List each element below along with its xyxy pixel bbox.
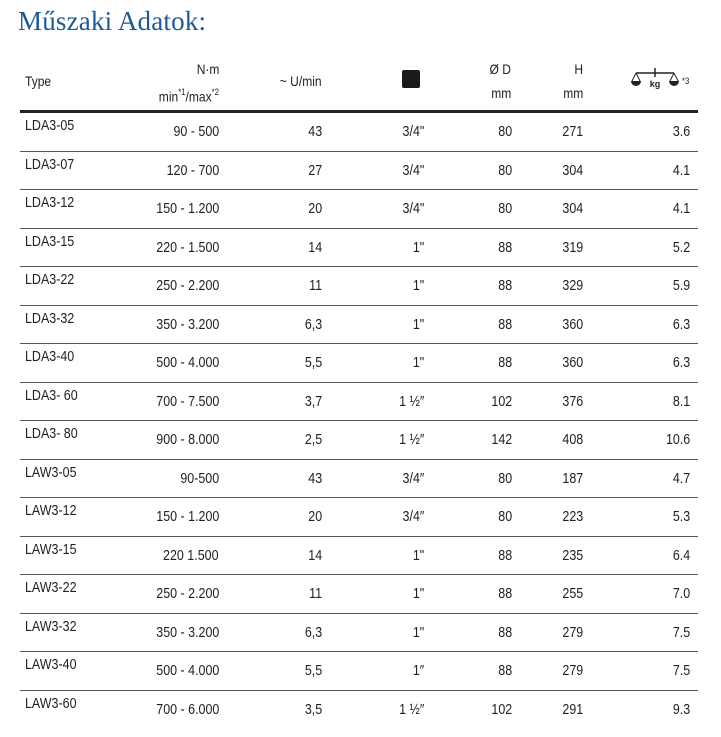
cell-type: LAW3-12 (25, 503, 77, 519)
cell-height: 223 (562, 509, 583, 525)
cell-torque: 500 - 4.000 (155, 355, 219, 371)
table-row (20, 152, 698, 191)
cell-type: LAW3-32 (25, 618, 77, 635)
cell-torque: 220 1.500 (163, 547, 219, 564)
cell-speed: 5,5 (304, 663, 322, 679)
cell-speed: 11 (309, 586, 322, 602)
footnote-1: *1 (178, 87, 186, 97)
cell-type: LDA3-32 (25, 310, 75, 327)
cell-diameter: 80 (498, 509, 512, 525)
header-torque-max: /max (185, 88, 212, 105)
table-row (20, 421, 698, 460)
cell-diameter: 80 (498, 124, 512, 140)
cell-diameter: 80 (498, 201, 512, 217)
cell-weight: 7.5 (672, 663, 690, 679)
square-drive-icon (402, 70, 420, 88)
cell-type: LAW3-60 (25, 695, 77, 712)
cell-torque: 150 - 1.200 (155, 509, 219, 525)
table-row (20, 229, 698, 268)
cell-type: LDA3-15 (25, 233, 75, 250)
cell-type: LDA3-40 (25, 349, 75, 365)
header-diameter: Ø D (489, 61, 511, 77)
header-torque-unit: N·m (196, 61, 219, 77)
cell-height: 376 (562, 393, 583, 410)
cell-height: 187 (562, 470, 583, 487)
cell-height: 408 (562, 432, 583, 448)
cell-weight: 6.3 (672, 355, 690, 371)
cell-torque: 250 - 2.200 (155, 586, 219, 602)
cell-type: LDA3- 60 (25, 387, 78, 404)
table-row (20, 537, 698, 576)
cell-diameter: 88 (498, 355, 512, 371)
cell-drive: 1" (412, 355, 424, 371)
cell-height: 329 (562, 278, 583, 294)
cell-diameter: 88 (498, 547, 512, 564)
table-row (20, 306, 698, 345)
table-row (20, 652, 698, 691)
table-header (0, 56, 721, 112)
cell-drive: 1" (412, 624, 424, 641)
cell-drive: 1" (412, 278, 424, 294)
cell-speed: 5,5 (304, 355, 322, 371)
cell-height: 360 (562, 355, 583, 371)
cell-drive: 1" (412, 586, 424, 602)
cell-torque: 350 - 3.200 (155, 316, 219, 333)
cell-speed: 27 (308, 162, 322, 179)
cell-speed: 11 (309, 278, 322, 294)
header-diameter-unit: mm (490, 85, 511, 101)
header-torque-min: min (158, 88, 179, 105)
table-row (20, 190, 698, 229)
cell-drive: 1 ½″ (398, 701, 424, 718)
cell-torque: 90-500 (180, 470, 219, 487)
header-torque-range (159, 82, 219, 108)
cell-diameter: 88 (498, 239, 512, 256)
cell-speed: 43 (308, 470, 322, 487)
cell-type: LDA3-05 (25, 118, 75, 134)
cell-speed: 14 (308, 547, 322, 564)
table-row (20, 267, 698, 306)
cell-weight: 6.3 (672, 316, 690, 333)
cell-height: 304 (562, 162, 583, 179)
cell-height: 279 (562, 624, 583, 641)
cell-type: LDA3-12 (25, 195, 75, 211)
cell-height: 271 (562, 124, 583, 140)
cell-weight: 10.6 (665, 432, 690, 448)
cell-drive: 1" (412, 239, 424, 256)
cell-type: LDA3-07 (25, 156, 75, 173)
cell-speed: 43 (308, 124, 322, 140)
cell-torque: 120 - 700 (166, 162, 219, 179)
cell-drive: 1" (412, 316, 424, 333)
cell-weight: 5.2 (672, 239, 690, 256)
cell-weight: 9.3 (672, 701, 690, 718)
cell-weight: 7.5 (672, 624, 690, 641)
scale-kg-icon (630, 67, 680, 97)
table-row (20, 498, 698, 537)
table-row (20, 383, 698, 422)
footnote-2: *2 (211, 87, 219, 97)
cell-speed: 14 (308, 239, 322, 256)
cell-height: 319 (562, 239, 583, 256)
cell-speed: 20 (308, 509, 322, 525)
cell-drive: 3/4" (402, 162, 424, 179)
cell-height: 360 (562, 316, 583, 333)
cell-height: 279 (562, 663, 583, 679)
cell-type: LDA3- 80 (25, 426, 78, 442)
cell-diameter: 80 (498, 470, 512, 487)
cell-torque: 220 - 1.500 (155, 239, 219, 256)
cell-torque: 250 - 2.200 (155, 278, 219, 294)
cell-type: LAW3-05 (25, 464, 77, 481)
cell-torque: 900 - 8.000 (155, 432, 219, 448)
cell-torque: 700 - 7.500 (155, 393, 219, 410)
cell-speed: 6,3 (304, 316, 322, 333)
cell-height: 291 (562, 701, 583, 718)
cell-diameter: 88 (498, 663, 512, 679)
cell-torque: 500 - 4.000 (155, 663, 219, 679)
header-height: H (574, 61, 583, 77)
table-row (20, 614, 698, 653)
cell-drive: 1″ (412, 663, 424, 679)
header-speed: ~ U/min (280, 73, 322, 89)
header-type: Type (25, 73, 52, 89)
cell-type: LAW3-22 (25, 580, 77, 596)
cell-speed: 6,3 (304, 624, 322, 641)
cell-type: LAW3-40 (25, 657, 77, 673)
cell-weight: 6.4 (672, 547, 690, 564)
cell-drive: 3/4″ (402, 509, 424, 525)
cell-height: 304 (562, 201, 583, 217)
scale-kg-label: kg (649, 79, 661, 89)
cell-weight: 5.9 (672, 278, 690, 294)
cell-torque: 700 - 6.000 (155, 701, 219, 718)
cell-speed: 3,5 (304, 701, 322, 718)
cell-torque: 350 - 3.200 (155, 624, 219, 641)
cell-torque: 90 - 500 (173, 124, 219, 140)
footnote-3: *3 (682, 76, 690, 86)
cell-drive: 3/4″ (402, 470, 424, 487)
cell-weight: 7.0 (672, 586, 690, 602)
cell-drive: 3/4" (402, 201, 424, 217)
cell-speed: 2,5 (304, 432, 322, 448)
cell-drive: 1" (412, 547, 424, 564)
cell-height: 255 (562, 586, 583, 602)
cell-weight: 4.1 (672, 201, 690, 217)
cell-weight: 4.7 (672, 470, 690, 487)
cell-diameter: 88 (498, 624, 512, 641)
cell-type: LAW3-15 (25, 541, 77, 558)
cell-diameter: 88 (498, 316, 512, 333)
table-row (20, 691, 698, 730)
cell-drive: 1 ½″ (398, 432, 424, 448)
cell-diameter: 102 (491, 393, 512, 410)
cell-torque: 150 - 1.200 (155, 201, 219, 217)
cell-weight: 3.6 (672, 124, 690, 140)
table-row (20, 575, 698, 614)
cell-weight: 5.3 (672, 509, 690, 525)
cell-height: 235 (562, 547, 583, 564)
page-title: Műszaki Adatok: (18, 6, 207, 36)
cell-drive: 1 ½″ (398, 393, 424, 410)
table-row (20, 113, 698, 152)
cell-diameter: 88 (498, 586, 512, 602)
cell-weight: 8.1 (672, 393, 690, 410)
table-row (20, 460, 698, 499)
cell-speed: 3,7 (304, 393, 322, 410)
cell-speed: 20 (308, 201, 322, 217)
table-row (20, 344, 698, 383)
header-height-unit: mm (562, 85, 583, 101)
cell-diameter: 80 (498, 162, 512, 179)
spec-table-body (20, 113, 698, 729)
cell-type: LDA3-22 (25, 272, 75, 288)
cell-diameter: 142 (491, 432, 512, 448)
cell-drive: 3/4" (402, 124, 424, 140)
cell-weight: 4.1 (672, 162, 690, 179)
cell-diameter: 88 (498, 278, 512, 294)
cell-diameter: 102 (491, 701, 512, 718)
